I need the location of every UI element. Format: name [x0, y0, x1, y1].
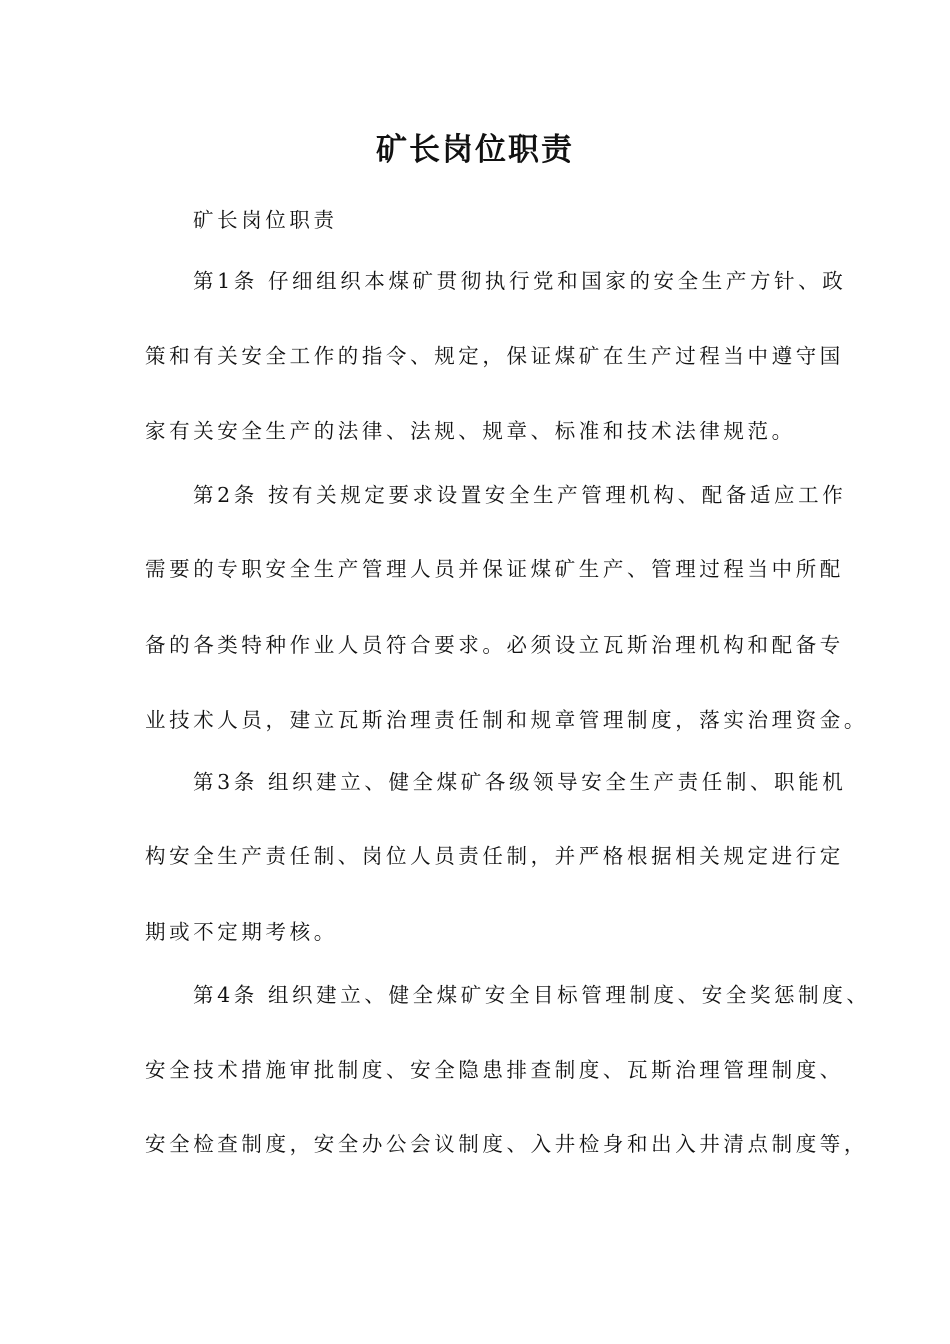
article-2-line-2: 需要的专职安全生产管理人员并保证煤矿生产、管理过程当中所配 [145, 557, 844, 581]
article-1-line-2: 策和有关安全工作的指令、规定，保证煤矿在生产过程当中遵守国 [145, 344, 844, 368]
article-2-line-1: 第2条 按有关规定要求设置安全生产管理机构、配备适应工作 [193, 483, 847, 507]
article-1-line-1: 第1条 仔细组织本煤矿贯彻执行党和国家的安全生产方针、政 [193, 269, 847, 293]
article-2-line-4: 业技术人员，建立瓦斯治理责任制和规章管理制度，落实治理资金。 [145, 708, 868, 732]
article-2-line-3: 备的各类特种作业人员符合要求。必须设立瓦斯治理机构和配备专 [145, 633, 844, 657]
article-4-line-3: 安全检查制度，安全办公会议制度、入井检身和出入井清点制度等， [145, 1132, 868, 1156]
article-4-line-1: 第4条 组织建立、健全煤矿安全目标管理制度、安全奖惩制度、 [193, 983, 871, 1007]
article-1-line-3: 家有关安全生产的法律、法规、规章、标准和技术法律规范。 [145, 419, 796, 443]
article-3-line-3: 期或不定期考核。 [145, 920, 338, 944]
subtitle-line: 矿长岗位职责 [193, 208, 338, 232]
article-4-line-2: 安全技术措施审批制度、安全隐患排查制度、瓦斯治理管理制度、 [145, 1058, 844, 1082]
document-title: 矿长岗位职责 [376, 132, 574, 168]
article-3-line-2: 构安全生产责任制、岗位人员责任制，并严格根据相关规定进行定 [145, 844, 844, 868]
article-3-line-1: 第3条 组织建立、健全煤矿各级领导安全生产责任制、职能机 [193, 770, 847, 794]
